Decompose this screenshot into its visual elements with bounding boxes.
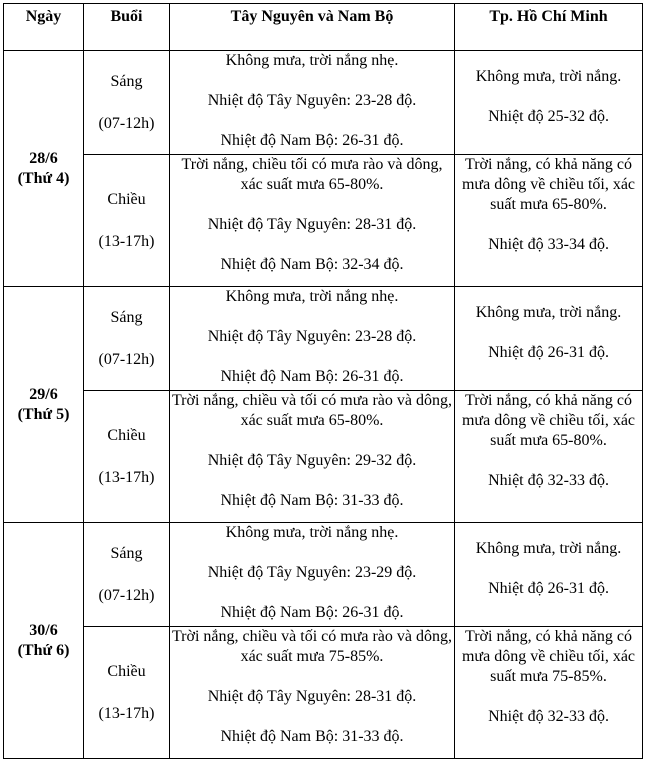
region-temp-highlands: Nhiệt độ Tây Nguyên: 29-32 độ. <box>207 452 417 469</box>
hcm-forecast-cell <box>455 627 643 759</box>
hcm-description: Không mưa, trời nắng. <box>475 304 622 321</box>
session-cell <box>84 627 170 759</box>
table-row <box>4 523 643 627</box>
session-label: Chiều <box>107 426 146 444</box>
hcm-temp: Nhiệt độ 25-32 độ. <box>488 108 609 125</box>
session-cell <box>84 523 170 627</box>
date-label: 29/6 <box>29 385 58 403</box>
hcm-temp: Nhiệt độ 33-34 độ. <box>488 236 609 253</box>
session-label: Sáng <box>110 72 143 90</box>
session-label: Sáng <box>110 544 143 562</box>
header-hcm: Tp. Hồ Chí Minh <box>455 4 643 51</box>
hcm-forecast-cell <box>455 287 643 391</box>
region-description: Trời nắng, chiều và tối có mưa rào và dông, xác suất mưa 65-80%. <box>171 392 453 429</box>
region-temp-south: Nhiệt độ Nam Bộ: 31-33 độ. <box>220 728 404 745</box>
region-forecast-cell <box>170 155 455 287</box>
weekday-label: (Thứ 6) <box>17 641 70 659</box>
region-temp-south: Nhiệt độ Nam Bộ: 31-33 độ. <box>220 492 404 509</box>
date-cell <box>4 523 84 759</box>
header-date: Ngày <box>4 4 84 51</box>
session-label: Sáng <box>110 308 143 326</box>
hcm-description: Không mưa, trời nắng. <box>475 540 622 557</box>
session-cell <box>84 287 170 391</box>
table-row <box>4 627 643 759</box>
region-temp-south: Nhiệt độ Nam Bộ: 26-31 độ. <box>220 604 404 621</box>
region-temp-south: Nhiệt độ Nam Bộ: 32-34 độ. <box>220 256 404 273</box>
hcm-description: Trời nắng, có khả năng có mưa dông về chiều tối, xác suất mưa 65-80%. <box>461 392 636 449</box>
hcm-forecast-cell <box>455 155 643 287</box>
region-forecast-cell <box>170 523 455 627</box>
hcm-temp: Nhiệt độ 32-33 độ. <box>488 472 609 489</box>
region-temp-south: Nhiệt độ Nam Bộ: 26-31 độ. <box>220 132 404 149</box>
hcm-forecast-cell <box>455 523 643 627</box>
region-forecast-cell <box>170 287 455 391</box>
header-region: Tây Nguyên và Nam Bộ <box>170 4 455 51</box>
region-temp-highlands: Nhiệt độ Tây Nguyên: 28-31 độ. <box>207 216 417 233</box>
table-row <box>4 51 643 155</box>
region-forecast-cell <box>170 391 455 523</box>
date-label: 28/6 <box>29 149 58 167</box>
session-hours: (07-12h) <box>98 586 155 604</box>
date-label: 30/6 <box>29 621 58 639</box>
table-row <box>4 155 643 287</box>
region-description: Không mưa, trời nắng nhẹ. <box>225 524 399 541</box>
region-description: Trời nắng, chiều tối có mưa rào và dông, xác suất mưa 65-80%. <box>181 156 443 193</box>
region-description: Không mưa, trời nắng nhẹ. <box>225 52 399 69</box>
region-temp-highlands: Nhiệt độ Tây Nguyên: 28-31 độ. <box>207 688 417 705</box>
region-temp-highlands: Nhiệt độ Tây Nguyên: 23-28 độ. <box>207 92 417 109</box>
header-row <box>4 4 643 51</box>
session-cell <box>84 391 170 523</box>
region-temp-highlands: Nhiệt độ Tây Nguyên: 23-28 độ. <box>207 328 417 345</box>
session-cell <box>84 155 170 287</box>
region-description: Trời nắng, chiều và tối có mưa rào và dông, xác suất mưa 75-85%. <box>171 628 453 665</box>
hcm-temp: Nhiệt độ 26-31 độ. <box>488 580 609 597</box>
session-cell <box>84 51 170 155</box>
session-hours: (13-17h) <box>98 468 155 486</box>
date-cell <box>4 51 84 287</box>
hcm-forecast-cell <box>455 391 643 523</box>
session-label: Chiều <box>107 190 146 208</box>
region-temp-south: Nhiệt độ Nam Bộ: 26-31 độ. <box>220 368 404 385</box>
weekday-label: (Thứ 5) <box>17 405 70 423</box>
hcm-description: Không mưa, trời nắng. <box>475 68 622 85</box>
weather-forecast-table <box>3 3 643 759</box>
hcm-forecast-cell <box>455 51 643 155</box>
weekday-label: (Thứ 4) <box>17 169 70 187</box>
hcm-description: Trời nắng, có khả năng có mưa dông về chiều tối, xác suất mưa 75-85%. <box>461 628 636 685</box>
table-row <box>4 391 643 523</box>
region-description: Không mưa, trời nắng nhẹ. <box>225 288 399 305</box>
header-session: Buổi <box>84 4 170 51</box>
session-hours: (13-17h) <box>98 704 155 722</box>
region-forecast-cell <box>170 51 455 155</box>
session-hours: (13-17h) <box>98 232 155 250</box>
hcm-description: Trời nắng, có khả năng có mưa dông về chiều tối, xác suất mưa 65-80%. <box>461 156 636 213</box>
hcm-temp: Nhiệt độ 26-31 độ. <box>488 344 609 361</box>
session-hours: (07-12h) <box>98 114 155 132</box>
session-hours: (07-12h) <box>98 350 155 368</box>
session-label: Chiều <box>107 662 146 680</box>
region-forecast-cell <box>170 627 455 759</box>
region-temp-highlands: Nhiệt độ Tây Nguyên: 23-29 độ. <box>207 564 417 581</box>
date-cell <box>4 287 84 523</box>
hcm-temp: Nhiệt độ 32-33 độ. <box>488 708 609 725</box>
table-row <box>4 287 643 391</box>
